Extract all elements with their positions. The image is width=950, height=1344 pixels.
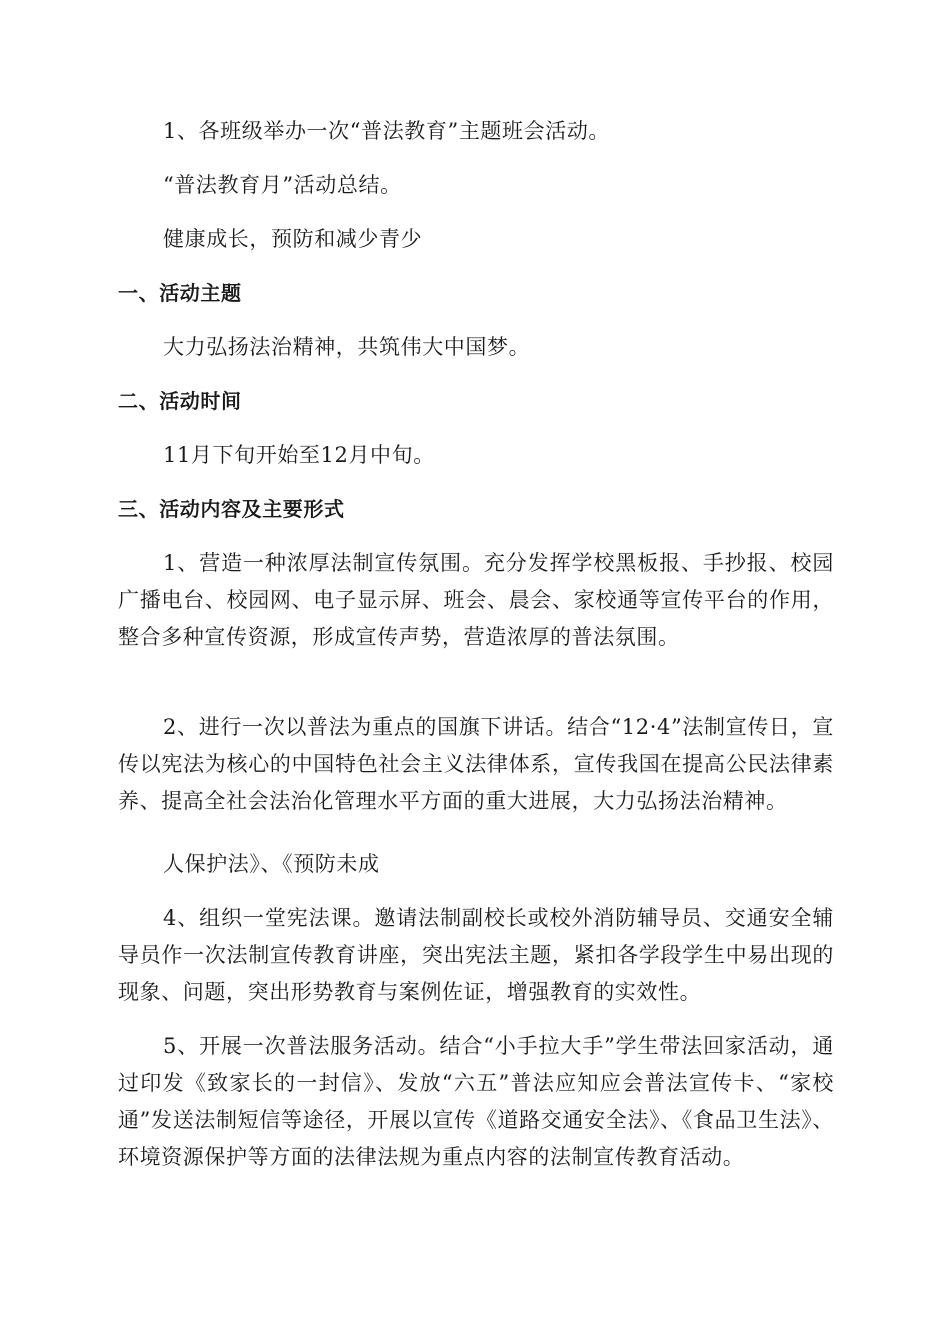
text-line-protection-law: 人保护法》、《预防未成 <box>163 852 380 876</box>
section-heading-time: 二、活动时间 <box>118 389 242 413</box>
section-heading-content: 三、活动内容及主要形式 <box>118 497 345 521</box>
section-heading-theme: 一、活动主题 <box>118 281 242 305</box>
text-line-growth: 健康成长，预防和减少青少 <box>163 227 423 251</box>
text-line-summary: “普法教育月”活动总结。 <box>163 173 402 197</box>
text-line-theme: 大力弘扬法治精神，共筑伟大中国梦。 <box>163 335 531 359</box>
paragraph-item-4: 4、组织一堂宪法课。邀请法制副校长或校外消防辅导员、交通安全辅导员作一次法制宣传教育讲座，突出宪法主题，紧扣各学段学生中易出现的现象、问题，突出形势教育与案例佐证，增强教育的实效性。 <box>118 906 834 1004</box>
paragraph-item-5: 5、开展一次普法服务活动。结合“小手拉大手”学生带法回家活动，通过印发《致家长的一封信》、发放“六五”普法应知应会普法宣传卡、“家校通”发送法制短信等途径，开展以宣传《道路交通安全法》、《食品卫生法》、环境资源保护等方面的法律法规为重点内容的法制宣传教育活动。 <box>118 1034 834 1169</box>
paragraph-item-1: 1、营造一种浓厚法制宣传氛围。充分发挥学校黑板报、手抄报、校园广播电台、校园网、电子显示屏、班会、晨会、家校通等宣传平台的作用，整合多种宣传资源，形成宣传声势，营造浓厚的普法氛围。 <box>118 551 834 649</box>
paragraph-item-2: 2、进行一次以普法为重点的国旗下讲话。结合“12·4”法制宣传日，宣传以宪法为核心的中国特色社会主义法律体系，宣传我国在提高公民法律素养、提高全社会法治化管理水平方面的重大进展，大力弘扬法治精神。 <box>118 715 834 813</box>
text-line-time: 11月下旬开始至12月中旬。 <box>163 443 435 467</box>
text-line-class-meeting: 1、各班级举办一次“普法教育”主题班会活动。 <box>163 119 611 143</box>
